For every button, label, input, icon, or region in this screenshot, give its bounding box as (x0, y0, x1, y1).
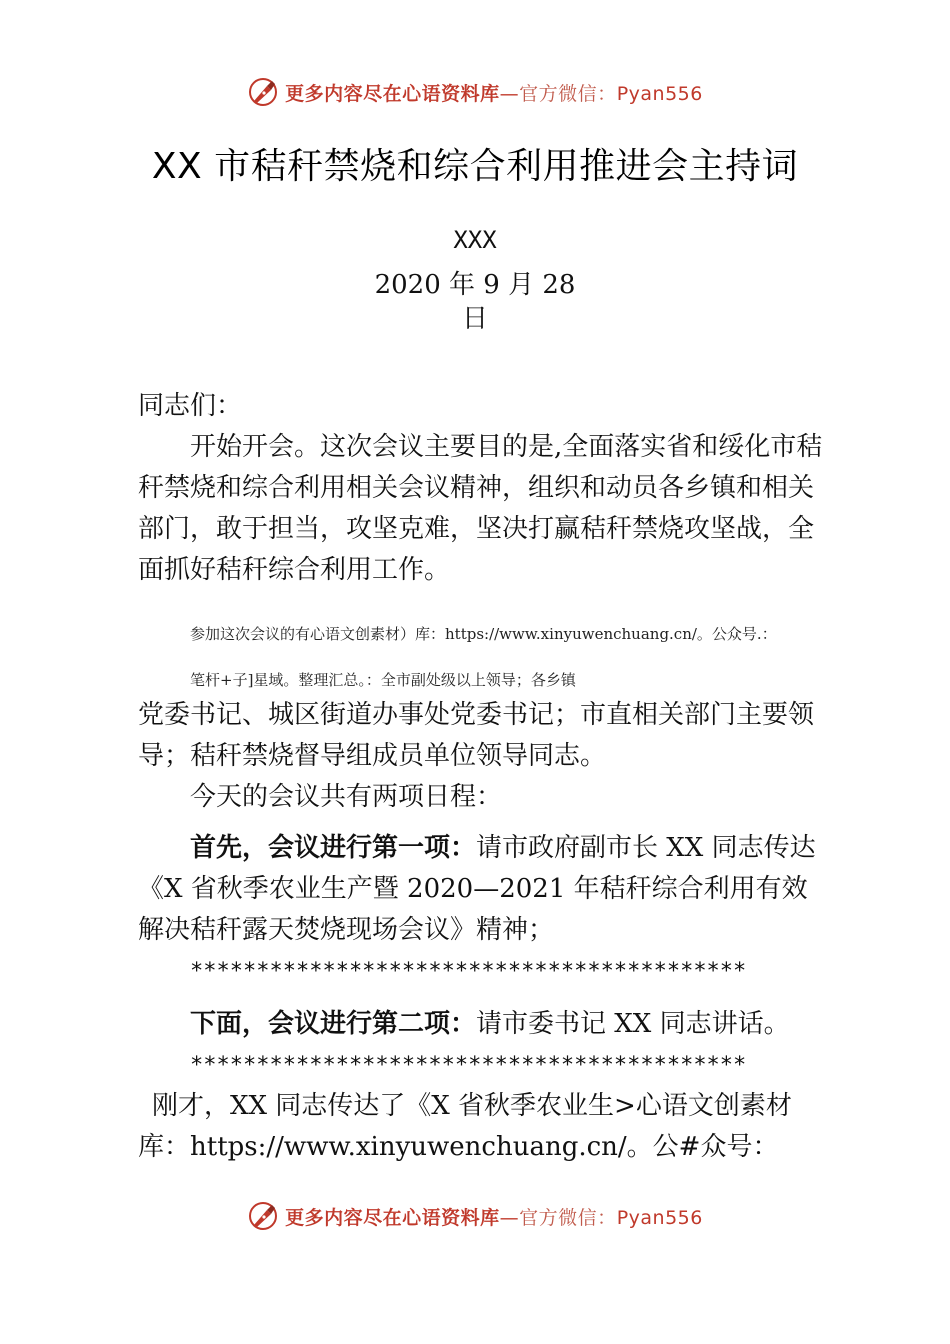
paragraph-opening: 开始开会。这次会议主要目的是,全面落实省和绥化市秸秆禁烧和综合利用相关会议精神，组织和动员各乡镇和相关部门，敢于担当，攻坚克难，坚决打赢秸秆禁烧攻坚战，全面抓好秸秆综合利用工作。 (138, 432, 823, 585)
top-watermark-banner (0, 72, 950, 112)
document-date (0, 268, 950, 336)
banner-brand: 更多内容尽在心语资料库 (285, 82, 500, 105)
agenda-item-1-lead: 首先，会议进行第一项： (190, 833, 477, 863)
banner-dash: — (499, 1206, 520, 1229)
document-author: XXX (453, 226, 497, 254)
separator-stars-1: ****************************************** (190, 959, 747, 984)
agenda-item-1-text: 请市政府副市长 XX 同志传达《X 省秋季农业生产暨 2020—2021 年秸秆综合利用有效解决秸秆露天焚烧现场会议》精神； (138, 833, 816, 945)
document-body (138, 386, 828, 591)
document-body-continued (138, 695, 828, 1168)
pen-nib-logo-icon (247, 76, 279, 108)
banner-wechat-label: 官方微信： (519, 82, 617, 105)
agenda-item-2-text: 请市委书记 XX 同志讲话。 (476, 1009, 790, 1039)
small-line-2: 笔杆+子]星域。整理汇总。：全市副处级以上领导；各乡镇 (190, 671, 576, 689)
paragraph-attendees: 党委书记、城区街道办事处党委书记；市直相关部门主要领导；秸秆禁烧督导组成员单位领导同志。 (138, 700, 815, 771)
date-line-2: 日 (461, 304, 488, 334)
agenda-item-2 (138, 1004, 828, 1045)
paragraph-agenda-intro: 今天的会议共有两项日程： (190, 782, 503, 812)
banner-wechat-id: Pyan556 (616, 82, 703, 105)
salutation: 同志们： (138, 391, 243, 421)
pen-nib-logo-icon (247, 1200, 279, 1232)
small-line-1: 参加这次会议的有心语文创素材）库：https://www.xinyuwenchuang.cn/。公众号.： (190, 625, 777, 643)
banner-wechat-label: 官方微信： (519, 1206, 617, 1229)
small-text-block (138, 624, 828, 644)
separator-stars-2: ****************************************** (190, 1053, 747, 1078)
banner-text (285, 79, 703, 106)
banner-brand: 更多内容尽在心语资料库 (285, 1206, 500, 1229)
bottom-watermark-banner (0, 1196, 950, 1236)
banner-text (285, 1203, 703, 1230)
banner-dash: — (499, 82, 520, 105)
agenda-item-2-lead: 下面，会议进行第二项： (190, 1009, 477, 1039)
small-text-block-2 (138, 670, 828, 690)
banner-wechat-id: Pyan556 (616, 1206, 703, 1229)
date-line-1: 2020 年 9 月 28 (374, 270, 576, 300)
agenda-item-1 (138, 828, 828, 951)
document-title: XX 市秸秆禁烧和综合利用推进会主持词 (151, 146, 799, 187)
paragraph-summary: 刚才，XX 同志传达了《X 省秋季农业生>心语文创素材库：https://www.xinyuwenchuang.cn/。公#众号： (138, 1091, 792, 1162)
